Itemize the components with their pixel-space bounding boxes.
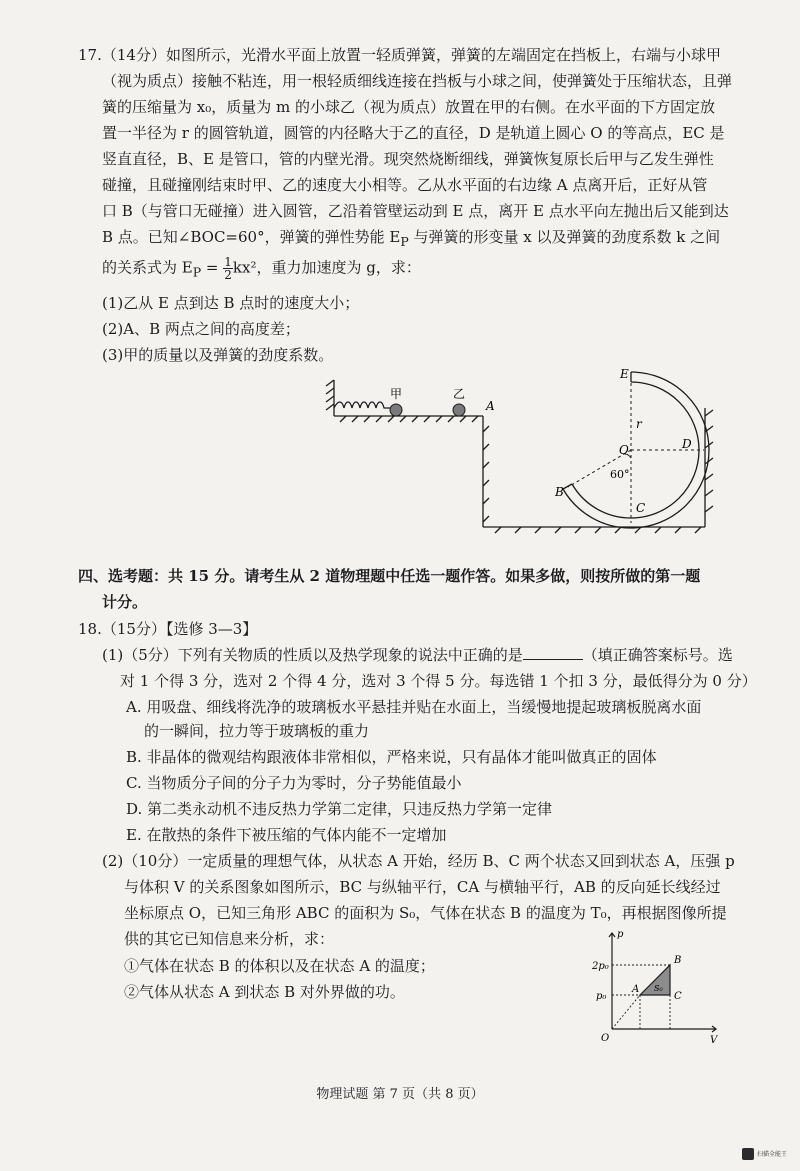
q17-line-9 (102, 256, 421, 284)
pv-graph (588, 925, 728, 1050)
floor-hatch (495, 527, 701, 533)
option-D: D. 第二类永动机不违反热力学第二定律，只违反热力学第一定律 (126, 800, 553, 818)
fraction-denominator: 2 (224, 268, 232, 282)
q18-part2-line-4: 供的其它已知信息来分析，求： (124, 930, 335, 948)
surface-hatch (340, 416, 478, 422)
fraction-numerator: 1 (224, 255, 232, 269)
label-angle-60: 60° (610, 468, 630, 481)
q18-header: 18.（15分）【选修 3—3】 (78, 620, 258, 638)
q17-line-4: 置一半径为 r 的圆管轨道，圆管的内径略大于乙的直径，D 是轨道上圆心 O 的等高点，EC 是 (102, 124, 725, 142)
equals-sign: = (201, 258, 224, 277)
spring (334, 402, 392, 408)
q18-part1-head: (1)（5分）下列有关物质的性质以及热学现象的说法中正确的是 (102, 646, 523, 664)
q17-line-3: 簧的压缩量为 x₀，质量为 m 的小球乙（视为质点）放置在甲的右侧。在水平面的下方固定放 (102, 98, 716, 116)
q18-part2-line-2: 与体积 V 的关系图象如图所示，BC 与纵轴平行，CA 与横轴平行，AB 的反向延长线经过 (124, 878, 721, 896)
q18-part1-tail: （填正确答案标号。选 (582, 646, 733, 664)
step-hatch (483, 426, 489, 522)
option-B: B. 非晶体的微观结构跟液体非常相似，严格来说，只有晶体才能叫做真正的固体 (126, 748, 657, 766)
scanner-badge (742, 1147, 792, 1161)
label-area-S0: S₀ (654, 984, 663, 993)
left-wall-hatch (326, 380, 334, 410)
q17-line-8-tail: 与弹簧的形变量 x 以及弹簧的劲度系数 k 之间 (408, 228, 721, 246)
dash-origin-A (612, 995, 640, 1029)
label-V: V (710, 1035, 718, 1046)
label-B: B (555, 485, 564, 499)
section4-line-1: 四、选考题：共 15 分。请考生从 2 道物理题中任选一题作答。如果多做，则按所做的第一题 (78, 567, 701, 585)
q18-part2-line-3: 坐标原点 O，已知三角形 ABC 的面积为 S₀，气体在状态 B 的温度为 T₀，再根据图像所提 (124, 904, 727, 922)
scanner-logo-icon (742, 1148, 754, 1160)
ep-subscript-2: P (192, 264, 202, 280)
label-state-C: C (674, 991, 682, 1002)
q17-line-9-tail: kx²，重力加速度为 g，求： (232, 258, 421, 277)
right-wall-hatch (705, 410, 713, 512)
label-2p0: 2p₀ (592, 961, 609, 972)
q17-figure (320, 360, 730, 545)
q17-line-2: （视为质点）接触不粘连，用一根轻质细线连接在挡板与小球之间，使弹簧处于压缩状态，且弹 (102, 72, 733, 90)
page-footer: 物理试题 第 7 页（共 8 页） (316, 1087, 484, 1102)
label-state-A: A (632, 984, 640, 995)
q17-line-8 (102, 226, 720, 253)
q18-part2-q2: ②气体从状态 A 到状态 B 对外界做的功。 (124, 983, 405, 1001)
q17-subq-1: (1)乙从 E 点到达 B 点时的速度大小； (102, 294, 360, 312)
answer-blank[interactable] (523, 644, 583, 660)
q17-subq-3: (3)甲的质量以及弹簧的劲度系数。 (102, 346, 334, 364)
label-E: E (620, 367, 629, 381)
label-O: O (619, 443, 629, 457)
option-C: C. 当物质分子间的分子力为零时，分子势能值最小 (126, 774, 462, 792)
option-A-cont: 的一瞬间，拉力等于玻璃板的重力 (144, 722, 370, 740)
tube-mouth-B (563, 484, 572, 489)
option-E: E. 在散热的条件下被压缩的气体内能不一定增加 (126, 826, 447, 844)
q17-line-1: 17.（14分）如图所示，光滑水平面上放置一轻质弹簧，弹簧的左端固定在挡板上，右端与小球甲 (78, 46, 721, 64)
q17-line-6: 碰撞，且碰撞刚结束时甲、乙的速度大小相等。乙从水平面的右边缘 A 点离开后，正好从管 (102, 176, 708, 194)
label-state-B: B (674, 955, 682, 966)
scanner-badge-text: 扫描全能王 (757, 1150, 788, 1158)
label-p: p (617, 929, 624, 940)
q17-line-8-head: B 点。已知∠BOC=60°，弹簧的弹性势能 E (102, 228, 401, 246)
q17-line-9-head: 的关系式为 E (102, 258, 193, 277)
fraction-half (223, 256, 233, 281)
q18-part2-line-1: (2)（10分）一定质量的理想气体，从状态 A 开始，经历 B、C 两个状态又回到状态 A，压强 p (102, 852, 735, 870)
label-A: A (486, 399, 495, 413)
q18-part2-q1: ①气体在状态 B 的体积以及在状态 A 的温度； (124, 957, 435, 975)
q17-line-5: 竖直直径，B、E 是管口，管的内壁光滑。现突然烧断细线，弹簧恢复原长后甲与乙发生弹性 (102, 150, 714, 168)
section4-line-2: 计分。 (102, 593, 148, 611)
q18-part1-line-2: 对 1 个得 3 分，选对 2 个得 4 分，选对 3 个得 5 分。每选错 1 个扣 3 分，最低得分为 0 分） (120, 672, 757, 690)
label-D: D (682, 437, 692, 451)
label-r: r (636, 417, 642, 431)
option-A: A. 用吸盘、细线将洗净的玻璃板水平悬挂并贴在水面上，当缓慢地提起玻璃板脱离水面 (126, 698, 702, 716)
ball-jia (390, 404, 402, 416)
label-origin-O: O (601, 1033, 610, 1044)
label-p0: p₀ (596, 991, 607, 1002)
q17-subq-2: (2)A、B 两点之间的高度差； (102, 320, 300, 338)
q17-line-7: 口 B（与管口无碰撞）进入圆管，乙沿着管壁运动到 E 点，离开 E 点水平向左抛出后又能到达 (102, 202, 729, 220)
label-jia: 甲 (390, 387, 403, 401)
q18-part1-line-1 (102, 644, 733, 666)
ep-subscript: P (400, 234, 409, 249)
label-yi: 乙 (453, 387, 466, 401)
label-C: C (636, 501, 646, 515)
ball-yi (453, 404, 465, 416)
